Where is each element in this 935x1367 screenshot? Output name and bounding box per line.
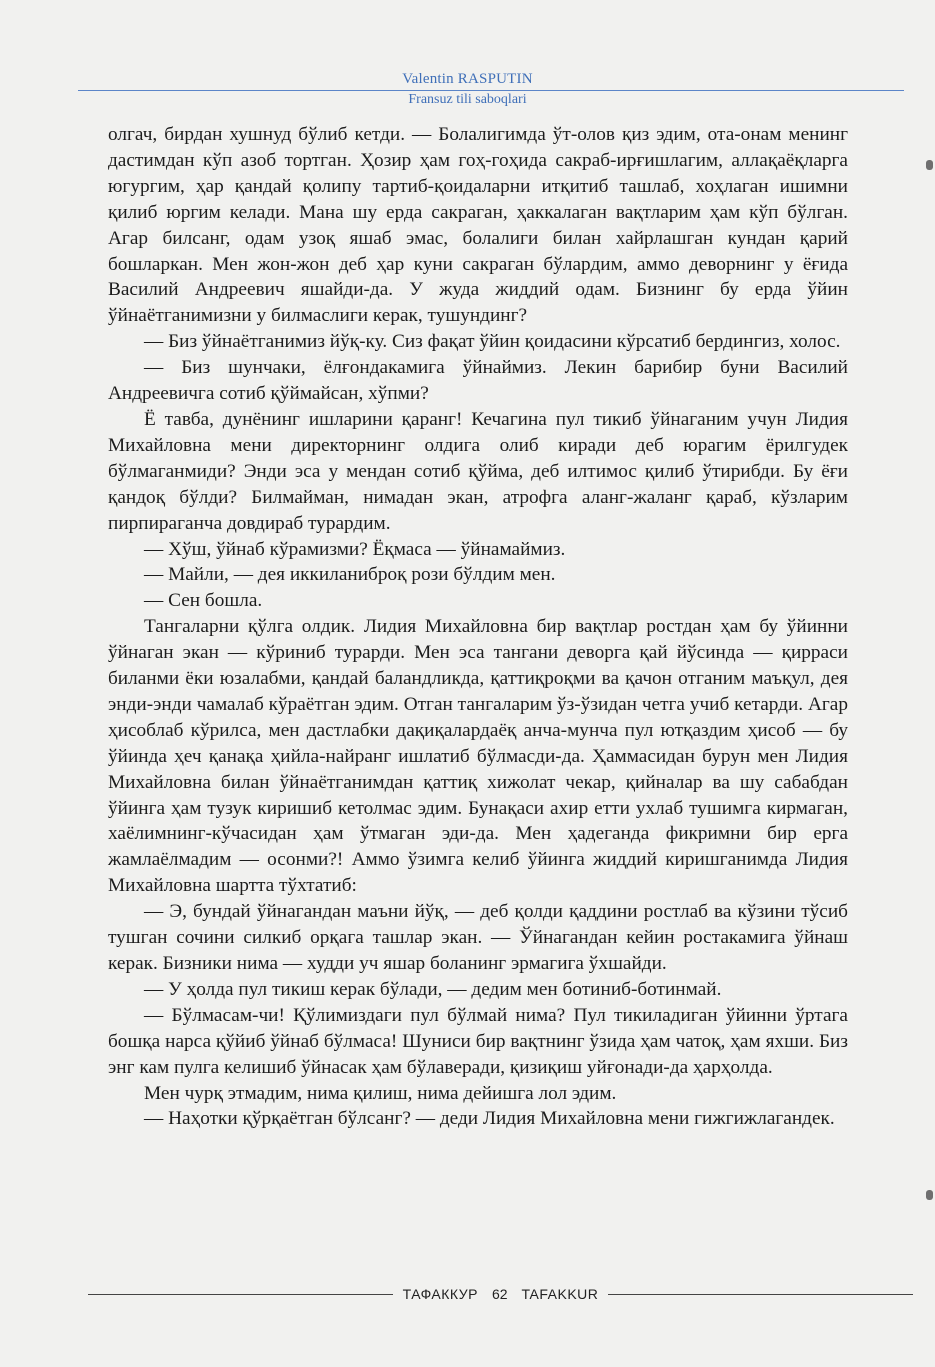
footer-label-latin: TAFAKKUR xyxy=(521,1286,599,1302)
paragraph: — Биз ўйнаётганимиз йўқ-ку. Сиз фақат ўйин қоидасини кўрсатиб бердингиз, холос. xyxy=(144,331,841,353)
paragraph: Мен чурқ этмадим, нима қилиш, нима дейишга лол эдим. xyxy=(144,1082,617,1104)
binding-hole-mark xyxy=(926,1190,933,1200)
paragraph: Ё тавба, дунёнинг ишларини қаранг! Кечагина пул тикиб ўйнаганим учун Лидия Михайловна мени директорнинг олдига олиб киради деб юрагим ёрилгудек бўлмаганмиди? Энди эса у мендан сотиб қўйма, деб илтимос қилиб ўтирибди. Бу ёғи қандоқ бўлди? Билмайман, нимадан экан, атрофга аланг-жаланг қараб, кўзларим пирпираганча довдираб турардим. xyxy=(108,408,848,534)
footer-rule-left xyxy=(88,1294,393,1295)
paragraph: Тангаларни қўлга олдик. Лидия Михайловна бир вақтлар ростдан ҳам бу ўйинни ўйнаган экан — кўриниб турарди. Мен эса тангани деворга қай йўсинда — қирраси биланми ёки юзалабми, қандай баландликда, қаттиқроқми ва қачон отганим маъқул, дея энди-энди чамалаб кўраётган эдим. Отган тангаларим ўз-ўзидан четга учиб кетарди. Агар ҳисоблаб кўрилса, мен дастлабки дақиқалардаёқ анча-мунча пул ютқаздим ҳисоб — бу ўйинда ҳеч қанақа ҳийла-найранг ишлатиб бўлмасди-да. Ҳаммасидан бурун мен Лидия Михайловна билан ўйнаётганимдан қаттиқ хижолат чекар, қийналар ва шу сабабдан ўйинга ҳам тузук киришиб кетолмас эдим. Бунақаси ахир етти ухлаб тушимга кирмаган, хаёлимнинг-кўчасидан ҳам ўтмаган эди-да. Мен ҳадеганда фикримни бир ерга жамлаёлмадим — осонми?! Аммо ўзимга келиб ўйинга жиддий киришганимда Лидия Михайловна шартта тўхтатиб: xyxy=(108,616,848,897)
paragraph: олгач, бирдан хушнуд бўлиб кетди. — Болалигимда ўт-олов қиз эдим, ота-онам менинг дастимдан кўп азоб тортган. Ҳозир ҳам гоҳ-гоҳида сакраб-ирғишлагим, аллақаёқларга югургим, ҳар қандай қолипу тартиб-қоидаларни итқитиб ташлаб, хоҳлаган ишимни қилиб юргим келади. Мана шу ерда сакраган, ҳаккалаган вақтларим ҳам кўп бўлган. Агар билсанг, одам узоқ яшаб эмас, болалиги билан хайрлашган кундан қарий бошларкан. Мен жон-жон деб ҳар куни сакраган бўлардим, аммо деворнинг у ёғида Василий Андреевич яшайди-да. У жуда жиддий одам. Бизнинг бу ерда ўйин ўйнаётганимизни у билмаслиги керак, тушундинг? xyxy=(108,124,848,327)
page-number: 62 xyxy=(491,1286,508,1302)
footer-label-cyrillic: ТАФАККУР xyxy=(402,1286,478,1302)
paragraph: — Бўлмасам-чи! Қўлимиздаги пул бўлмай нима? Пул тикиладиган ўйинни ўртага бошқа нарса қўйиб ўйнаб бўлмаса! Шуниси бир вақтнинг ўзида ҳам чатоқ, ҳам яхши. Биз энг кам пулга келишиб ўйнасак ҳам бўлаверади, қизиқиш уйғонади-да ҳарҳолда. xyxy=(108,1004,848,1078)
binding-hole-mark xyxy=(926,160,933,170)
paragraph: — У ҳолда пул тикиш керак бўлади, — дедим мен ботиниб-ботинмай. xyxy=(144,978,722,1000)
body-text xyxy=(108,122,848,1132)
running-head-author: Valentin RASPUTIN xyxy=(402,71,533,87)
paragraph: — Майли, — дея иккиланиброқ рози бўлдим мен. xyxy=(144,564,556,586)
paragraph: — Хўш, ўйнаб кўрамизми? Ёқмаса — ўйнамаймиз. xyxy=(144,538,566,560)
running-head xyxy=(0,70,935,108)
paragraph: — Сен бошла. xyxy=(144,590,263,612)
paragraph: — Э, бундай ўйнагандан маъни йўқ, — деб қолди қаддини ростлаб ва кўзини тўсиб тушган сочини силкиб орқага ташлар экан. — Ўйнагандан кейин ростакамига ўйнаш керак. Бизники нима — худди уч яшар боланинг эрмагига ўхшайди. xyxy=(108,901,848,974)
running-head-rule xyxy=(78,90,904,91)
running-head-title: Fransuz tili saboqlari xyxy=(408,92,527,107)
paragraph: — Наҳотки қўрқаётган бўлсанг? — деди Лидия Михайловна мени гижгижлагандек. xyxy=(144,1108,835,1130)
footer-rule-right xyxy=(608,1294,913,1295)
page-footer xyxy=(88,1283,913,1305)
paragraph: — Биз шунчаки, ёлғондакамига ўйнаймиз. Лекин барибир буни Василий Андреевичга сотиб қўймайсан, хўпми? xyxy=(108,357,848,405)
